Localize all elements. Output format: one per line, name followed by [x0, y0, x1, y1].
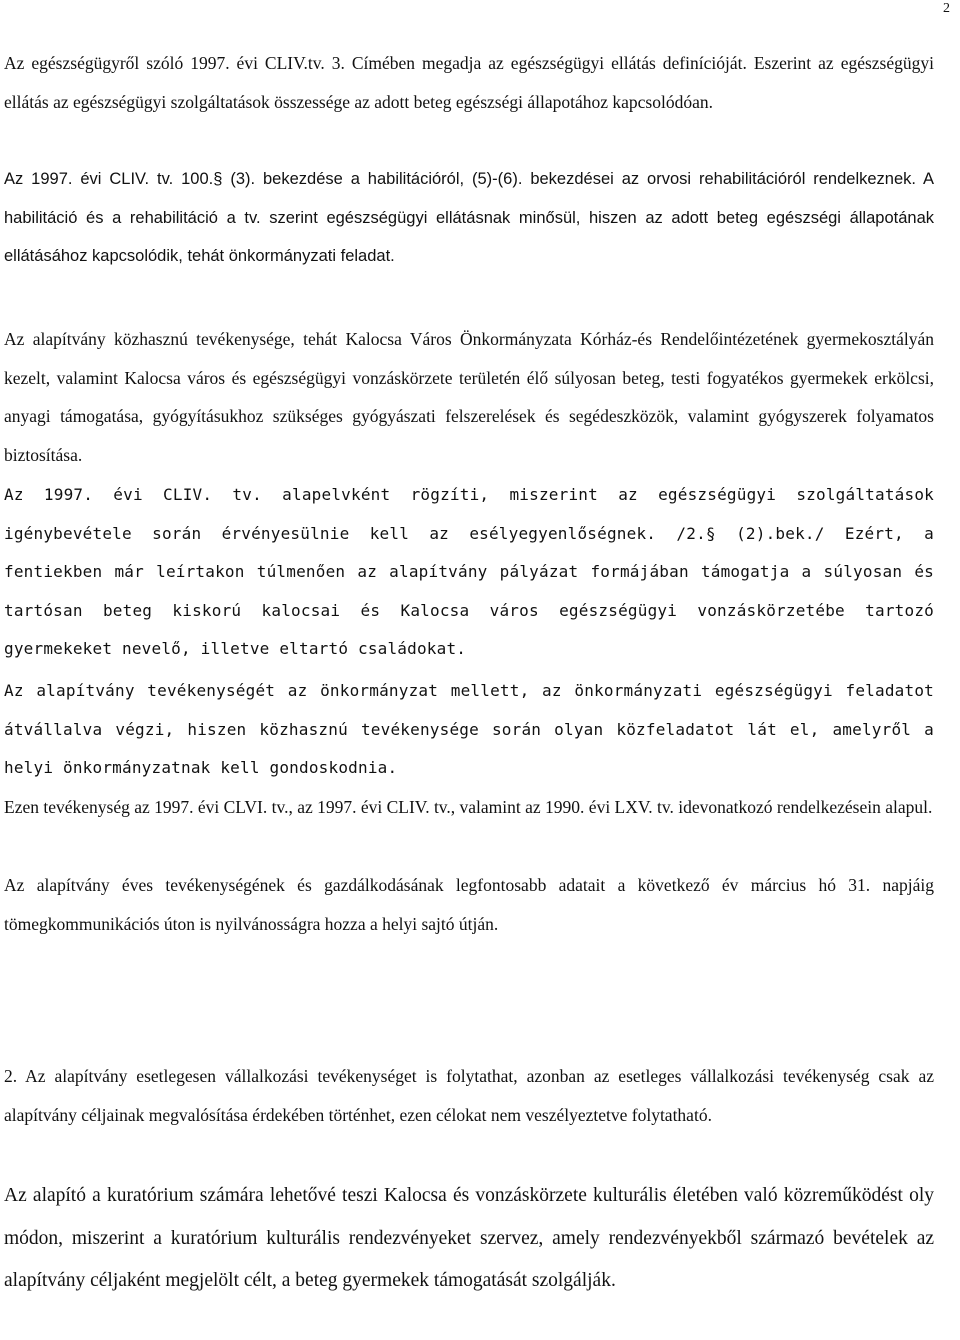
page-number: 2	[943, 1, 950, 16]
paragraph-health-care-definition: Az egészségügyről szóló 1997. évi CLIV.tv. 3. Címében megadja az egészségügyi ellátás definícióját. Eszerint az egészségügyi ellátás az egészségügyi szolgáltatások összessége az adott beteg egészségi állapotához kapcsolódóan.	[4, 53, 934, 112]
paragraph-business-activity: 2. Az alapítvány esetlegesen vállalkozási tevékenységet is folytathat, azonban az esetleges vállalkozási tevékenység csak az alapítvány céljainak megvalósítása érdekében történhet, ezen célokat nem veszélyeztetve folytatható.	[4, 1066, 934, 1125]
paragraph-public-benefit-activity: Az alapítvány közhasznú tevékenysége, tehát Kalocsa Város Önkormányzata Kórház-és Rendelőintézetének gyermekosztályán kezelt, valamint Kalocsa város és egészségügyi vonzáskörzete területén élő súlyosan beteg, testi fogyatékos gyermekek erkölcsi, anyagi támogatása, gyógyításukhoz szükséges gyógyászati felszerelések és segédeszközök, valamint gyógyszerek folyamatos biztosítása.	[4, 329, 934, 465]
paragraph-annual-publication: Az alapítvány éves tevékenységének és gazdálkodásának legfontosabb adatait a következő év március hó 31. napjáig tömegkommunikációs úton is nyilvánosságra hozza a helyi sajtó útján.	[4, 875, 934, 934]
paragraph-equal-opportunity: Az 1997. évi CLIV. tv. alapelvként rögzíti, miszerint az egészségügyi szolgáltatások igénybevétele során érvényesülnie kell az esélyegyenlőségnek. /2.§ (2).bek./ Ezért, a fentiekben már leírtakon túlmenően az alapítvány pályázat formájában támogatja a súlyosan és tartósan beteg kiskorú kalocsai és Kalocsa város egészségügyi vonzáskörzetébe tartozó gyermekeket nevelő, illetve eltartó családokat.	[4, 485, 934, 658]
paragraph-habilitation-rehabilitation: Az 1997. évi CLIV. tv. 100.§ (3). bekezdése a habilitációról, (5)-(6). bekezdései az orvosi rehabilitációról rendelkeznek. A habilitáció és a rehabilitáció a tv. szerint egészségügyi ellátásnak minősül, hiszen az adott beteg egészségi állapotának ellátásához kapcsolódik, tehát önkormányzati feladat.	[4, 170, 934, 265]
paragraph-cultural-events: Az alapító a kuratórium számára lehetővé teszi Kalocsa és vonzáskörzete kulturális életében való közreműködést oly módon, miszerint a kuratórium kulturális rendezvényeket szervez, amely rendezvényekből származó bevételek az alapítvány céljaként megjelölt célt, a beteg gyermekek támogatását szolgálják.	[4, 1185, 934, 1291]
paragraph-local-government-task: Az alapítvány tevékenységét az önkormányzat mellett, az önkormányzati egészségügyi feladatot átvállalva végzi, hiszen közhasznú tevékenysége során olyan közfeladatot lát el, amelyről a helyi önkormányzatnak kell gondoskodnia.	[4, 681, 934, 777]
paragraph-legal-basis: Ezen tevékenység az 1997. évi CLVI. tv., az 1997. évi CLIV. tv., valamint az 1990. évi LXV. tv. idevonatkozó rendelkezésein alapul.	[4, 797, 933, 817]
